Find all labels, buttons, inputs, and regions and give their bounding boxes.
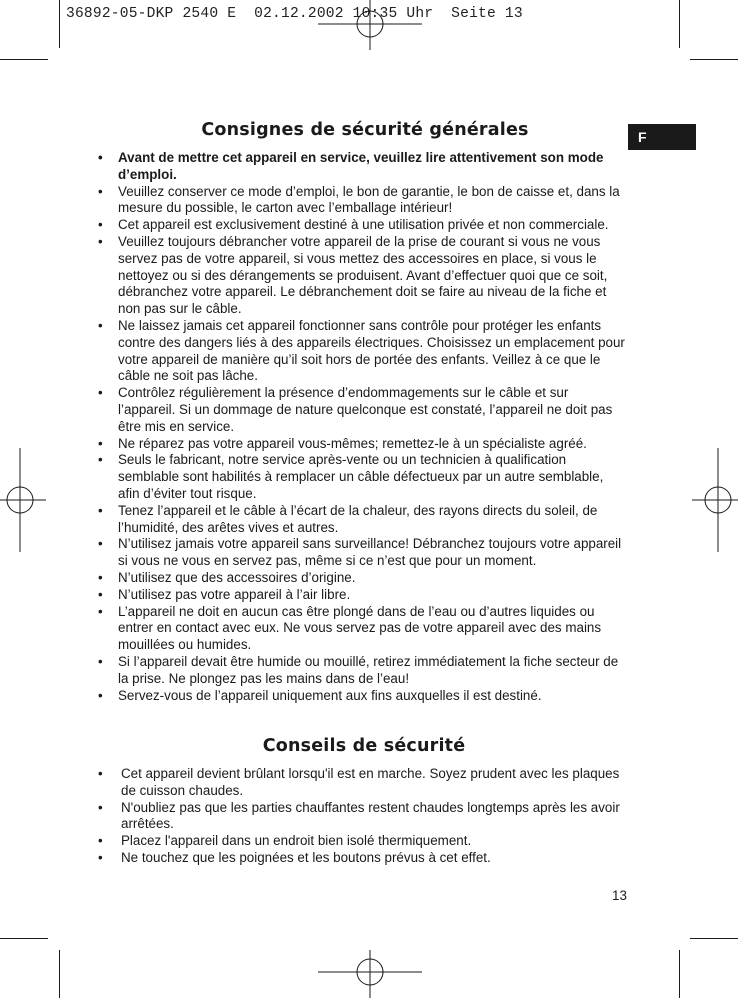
section-advice-title: Conseils de sécurité xyxy=(262,736,466,756)
registration-mark-left-icon xyxy=(0,448,46,552)
list-item: • L’appareil ne doit en aucun cas être plongé dans de l’eau ou d’autres liquides ou entrer en contact avec eux. Ne vous servez pas de votre appareil avec des mains mouillées ou humides. xyxy=(96,604,628,654)
list-item: • Seuls le fabricant, notre service après-vente ou un technicien à qualification semblable sont habilités à remplacer un câble défectueux par un autre semblable, afin d’éviter tout risque. xyxy=(96,452,628,502)
section-general-title: Consignes de sécurité générales xyxy=(201,120,529,140)
page-number: 13 xyxy=(612,888,627,903)
list-item: • N'oubliez pas que les parties chauffantes restent chaudes longtemps après les avoir arrêtées. xyxy=(96,800,628,834)
list-item: • Cet appareil devient brûlant lorsqu'il est en marche. Soyez prudent avec les plaques de cuisson chaudes. xyxy=(96,766,628,800)
crop-mark-top-left-vertical xyxy=(59,0,60,48)
safety-advice-list xyxy=(96,766,628,867)
crop-mark-bottom-left-vertical xyxy=(59,950,60,998)
list-item: • Avant de mettre cet appareil en service, veuillez lire attentivement son mode d’emploi. xyxy=(96,150,628,184)
language-tab: F xyxy=(628,124,696,150)
registration-mark-bottom-icon xyxy=(318,950,422,998)
list-item: • Tenez l’appareil et le câble à l’écart de la chaleur, des rayons directs du soleil, de l’humidité, des arêtes vives et autres. xyxy=(96,503,628,537)
general-safety-list xyxy=(96,150,628,704)
list-item: • N’utilisez que des accessoires d’origine. xyxy=(96,570,628,587)
crop-mark-bottom-right-horizontal xyxy=(690,938,738,939)
crop-mark-top-left-horizontal xyxy=(0,59,48,60)
list-item: • Cet appareil est exclusivement destiné à une utilisation privée et non commerciale. xyxy=(96,217,628,234)
list-item: • N’utilisez jamais votre appareil sans surveillance! Débranchez toujours votre appareil si vous ne vous en servez pas, même si ce n’est que pour un moment. xyxy=(96,536,628,570)
print-slug: 36892-05-DKP 2540 E 02.12.2002 10:35 Uhr Seite 13 xyxy=(66,6,523,22)
list-item: • Contrôlez régulièrement la présence d’endommagements sur le câble et sur l’appareil. Si un dommage de nature quelconque est constaté, l’appareil ne doit pas être mis en service. xyxy=(96,385,628,435)
list-item: • Si l’appareil devait être humide ou mouillé, retirez immédiatement la fiche secteur de la prise. Ne plongez pas les mains dans de l’eau! xyxy=(96,654,628,688)
crop-mark-top-right-vertical xyxy=(679,0,680,48)
list-item: • Veuillez conserver ce mode d’emploi, le bon de garantie, le bon de caisse et, dans la mesure du possible, le carton avec l’emballage intérieur! xyxy=(96,184,628,218)
list-item: • Veuillez toujours débrancher votre appareil de la prise de courant si vous ne vous servez pas de votre appareil, si vous mettez des accessoires en place, si vous le nettoyez ou si des dérangements se produisent. Avant d’effectuer quoi que ce soit, débranchez votre appareil. Le débranchement doit se faire au niveau de la fiche et non pas sur le câble. xyxy=(96,234,628,318)
registration-mark-right-icon xyxy=(692,448,738,552)
list-item: • Ne laissez jamais cet appareil fonctionner sans contrôle pour protéger les enfants contre des dangers liés à des appareils électriques. Choisissez un emplacement pour votre appareil de manière qu’il soit hors de portée des enfants. Veillez à ce que le câble ne soit pas lâche. xyxy=(96,318,628,385)
list-item: • Placez l'appareil dans un endroit bien isolé thermiquement. xyxy=(96,833,628,850)
list-item: • Ne réparez pas votre appareil vous-mêmes; remettez-le à un spécialiste agréé. xyxy=(96,436,628,453)
registration-mark-top-icon xyxy=(318,0,422,50)
crop-mark-top-right-horizontal xyxy=(690,59,738,60)
list-item: • Ne touchez que les poignées et les boutons prévus à cet effet. xyxy=(96,850,628,867)
crop-mark-bottom-left-horizontal xyxy=(0,938,48,939)
crop-mark-bottom-right-vertical xyxy=(679,950,680,998)
list-item: • Servez-vous de l’appareil uniquement aux fins auxquelles il est destiné. xyxy=(96,688,628,705)
list-item: • N’utilisez pas votre appareil à l’air libre. xyxy=(96,587,628,604)
